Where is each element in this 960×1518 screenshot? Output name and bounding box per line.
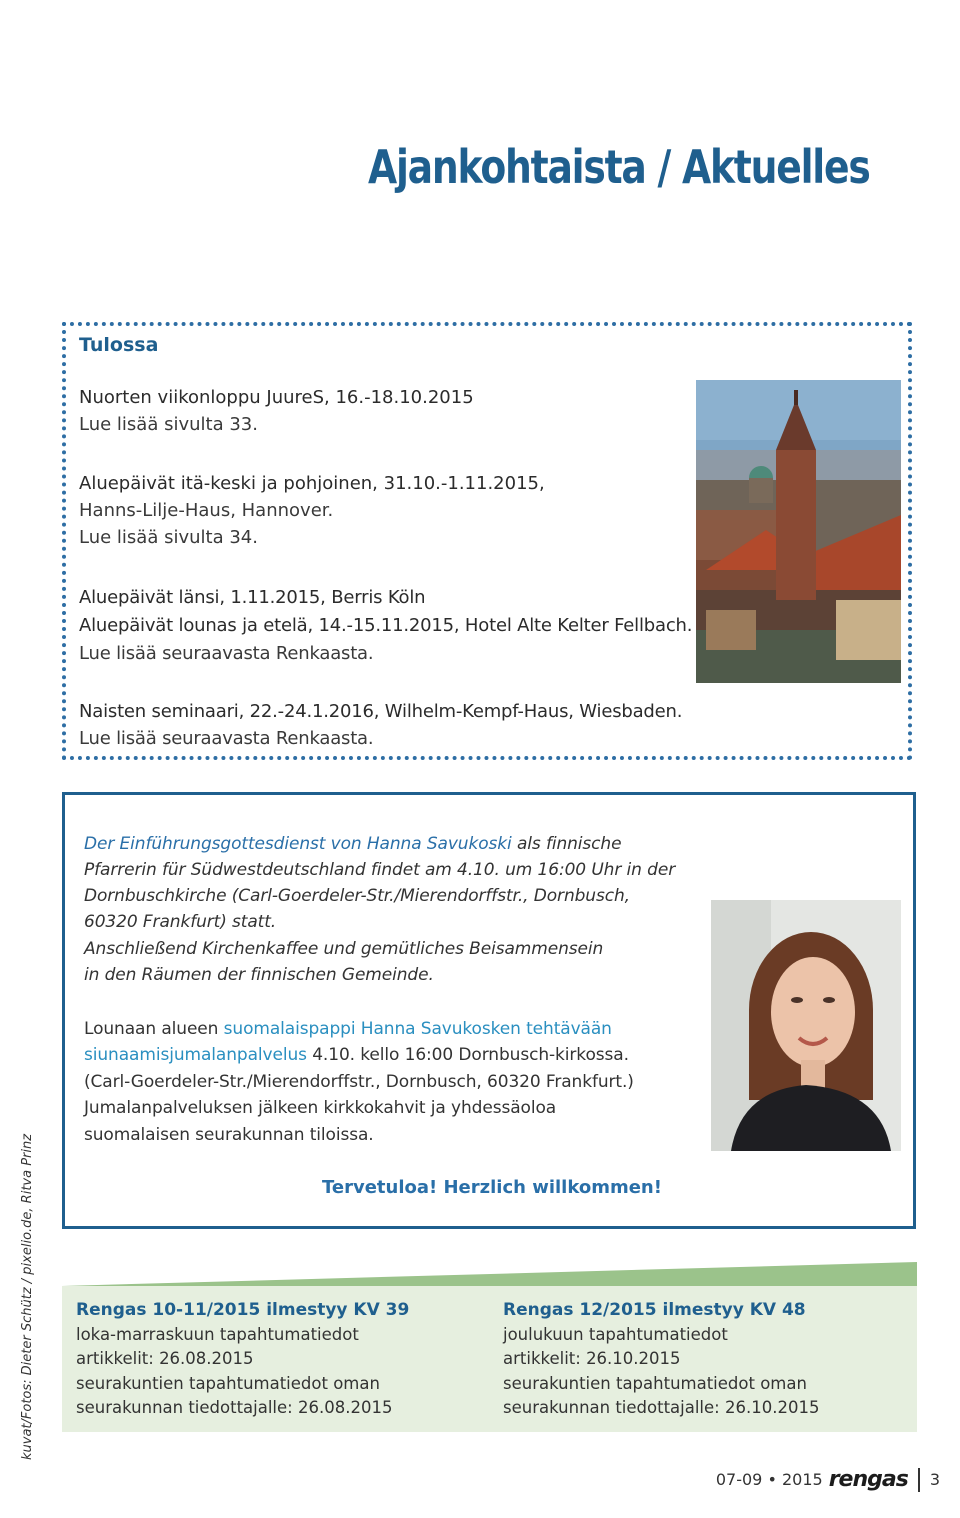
de-text-line: Pfarrerin für Südwestdeutschland findet am 4.10. um 16:00 Uhr in der (84, 860, 676, 880)
portrait-photo (711, 900, 901, 1151)
fi-text: Lounaan alueen (84, 1019, 224, 1039)
issue-line: artikkelit: 26.10.2015 (503, 1349, 681, 1368)
event-line: Lue lisää sivulta 34. (79, 527, 258, 548)
fi-text-line: (Carl-Goerdeler-Str./Mierendorffstr., Dornbusch, 60320 Frankfurt.) (84, 1072, 634, 1092)
event-line: Naisten seminaari, 22.-24.1.2016, Wilhelm-Kempf-Haus, Wiesbaden. (79, 701, 683, 722)
fi-text: 4.10. kello 16:00 Dornbusch-kirkossa. (306, 1045, 629, 1065)
issue-column (76, 1298, 409, 1421)
highlight-text: siunaamisjumalanpalvelus (84, 1045, 307, 1065)
photo-credit: kuvat/Fotos: Dieter Schütz / pixelio.de, Ritva Prinz (20, 1133, 35, 1460)
issue-column (503, 1298, 819, 1421)
issue-line: seurakunnan tiedottajalle: 26.08.2015 (76, 1398, 393, 1417)
de-text-line (84, 831, 621, 857)
issue-line: seurakunnan tiedottajalle: 26.10.2015 (503, 1398, 820, 1417)
issue-line: loka-marraskuun tapahtumatiedot (76, 1324, 359, 1344)
issue-line: joulukuun tapahtumatiedot (503, 1324, 728, 1344)
divider (918, 1468, 920, 1492)
event-line: Lue lisää sivulta 33. (79, 414, 258, 435)
footer (716, 1467, 940, 1492)
event-line: Hanns-Lilje-Haus, Hannover. (79, 500, 334, 521)
issue-line: seurakuntien tapahtumatiedot oman (503, 1373, 807, 1393)
event-line: Lue lisää seuraavasta Renkaasta. (79, 728, 374, 749)
page-number: 3 (929, 1470, 940, 1489)
fi-text-line: suomalaisen seurakunnan tiloissa. (84, 1125, 374, 1145)
city-photo (696, 380, 901, 683)
event-line: Aluepäivät lounas ja etelä, 14.-15.11.2015, Hotel Alte Kelter Fellbach. (79, 615, 693, 636)
fi-text-line: Jumalanpalveluksen jälkeen kirkkokahvit ja yhdessäoloa (84, 1098, 557, 1118)
event-line: Aluepäivät länsi, 1.11.2015, Berris Köln (79, 587, 426, 608)
de-text-line: Dornbuschkirche (Carl-Goerdeler-Str./Mierendorffstr., Dornbusch, (84, 886, 630, 906)
highlight-text: suomalaispappi Hanna Savukosken tehtävään (223, 1019, 612, 1039)
issue-date: 07-09 • 2015 (715, 1470, 823, 1489)
tulossa-heading: Tulossa (79, 334, 159, 356)
de-text-line: in den Räumen der finnischen Gemeinde. (84, 965, 434, 985)
de-text: als finnische (511, 834, 622, 854)
rengas-logo: rengas (828, 1467, 908, 1492)
highlight-text: Der Einführungsgottesdienst von Hanna Savukoski (84, 834, 512, 854)
event-line: Aluepäivät itä-keski ja pohjoinen, 31.10.-1.11.2015, (79, 473, 545, 494)
issue-title: Rengas 10-11/2015 ilmestyy KV 39 (76, 1300, 410, 1320)
event-line: Nuorten viikonloppu JuureS, 16.-18.10.2015 (79, 387, 474, 408)
event-line: Lue lisää seuraavasta Renkaasta. (79, 643, 374, 664)
page-title: Ajankohtaista / Aktuelles (368, 140, 870, 194)
de-text-line: 60320 Frankfurt) statt. (84, 912, 277, 932)
fi-text-line (84, 1042, 629, 1068)
welcome-text: Tervetuloa! Herzlich willkommen! (322, 1177, 662, 1198)
issue-panel (62, 1262, 917, 1432)
issue-title: Rengas 12/2015 ilmestyy KV 48 (503, 1300, 806, 1320)
de-text-line: Anschließend Kirchenkaffee und gemütliches Beisammensein (84, 939, 604, 959)
panel-band-cut (62, 1262, 917, 1286)
fi-text-line (84, 1016, 612, 1042)
issue-line: artikkelit: 26.08.2015 (76, 1349, 254, 1368)
issue-line: seurakuntien tapahtumatiedot oman (76, 1373, 380, 1393)
